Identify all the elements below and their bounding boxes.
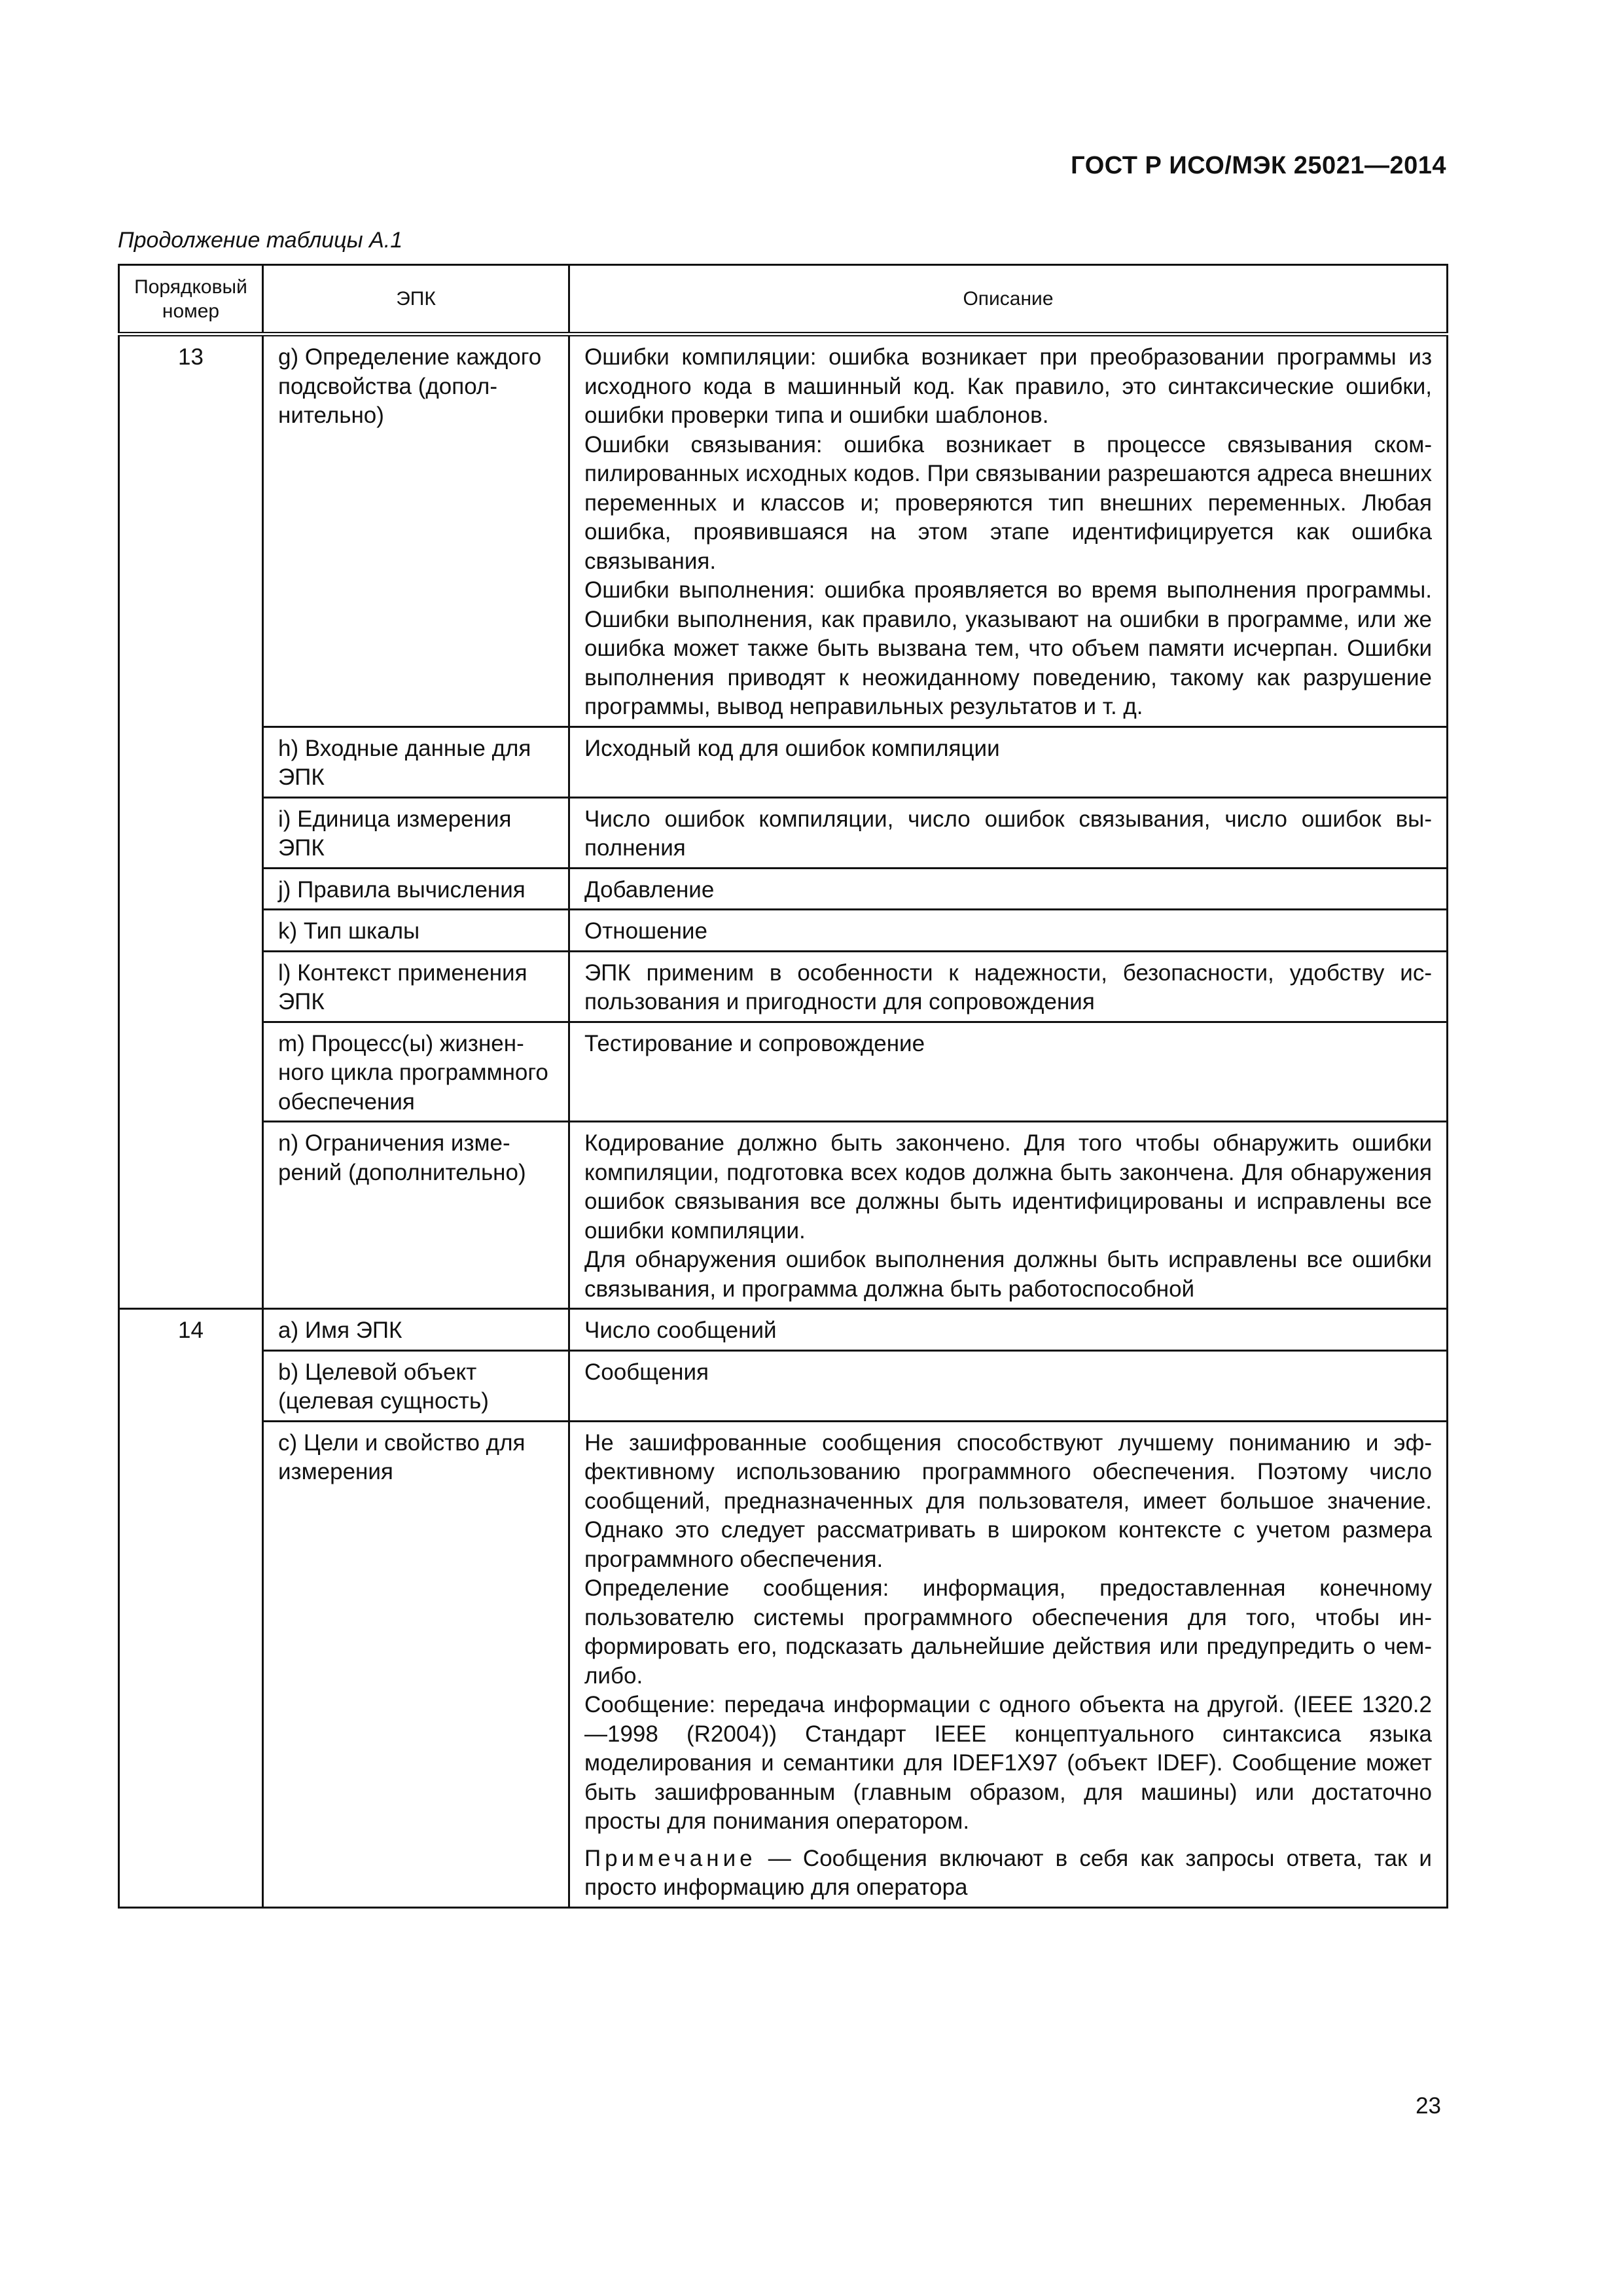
epk-cell: n) Ограничения измерений (дополнительно)	[263, 1122, 569, 1309]
column-header-epk: ЭПК	[263, 265, 569, 334]
description-paragraph: Определение сообщения: информация, предоставленная конечному пользователю системы программного обеспечения для того, чтобы информировать его, подсказать дальнейшие действия или предупредить о чем-либо.	[584, 1575, 1432, 1689]
row-number: 14	[119, 1309, 263, 1908]
table-row	[119, 334, 1448, 727]
description-paragraph: Для обнаружения ошибок выполнения должны быть исправлены все ошибки связывания, и программа должна быть работоспособной	[584, 1247, 1432, 1302]
description-paragraph: Кодирование должно быть закончено. Для того чтобы обнаружить ошибки компиляции, подготовка всех кодов должна быть закончена. Для обнаружения ошибок связывания все должны быть идентифицированы и исправлены все ошибки компиляции.	[584, 1130, 1432, 1244]
description-cell	[569, 1421, 1448, 1907]
description-cell: Тестирование и сопровождение	[569, 1022, 1448, 1122]
description-paragraph: Не зашифрованные сообщения способствуют лучшему пониманию и эффективному использованию программного обеспечения. Поэтому число сообщений, предназначенных для пользователя, имеет большое значение. Однако это следует рассматривать в широком контексте с учетом размера программного обеспечения.	[584, 1429, 1432, 1572]
epk-cell: c) Цели и свойство для измерения	[263, 1421, 569, 1907]
epk-cell: i) Единица измерения ЭПК	[263, 797, 569, 868]
table-row	[119, 868, 1448, 910]
description-cell: Сообщения	[569, 1350, 1448, 1421]
description-paragraph: Ошибки связывания: ошибка возникает в процессе связывания скомпилированных исходных кодов. При связывании разрешаются адреса внешних переменных и классов и; проверяются тип внешних переменных. Любая ошибка, проявившаяся на этом этапе идентифицируется как ошибка связывания.	[584, 431, 1432, 574]
epk-cell: l) Контекст применения ЭПК	[263, 951, 569, 1022]
table-row	[119, 1309, 1448, 1351]
description-cell	[569, 334, 1448, 727]
table-row	[119, 910, 1448, 952]
epk-cell: g) Определение каждого подсвойства (дополнительно)	[263, 334, 569, 727]
table-caption: Продолжение таблицы А.1	[118, 228, 403, 253]
epk-table	[118, 264, 1448, 1909]
table-row	[119, 726, 1448, 797]
row-number: 13	[119, 334, 263, 1309]
description-cell	[569, 1122, 1448, 1309]
table-header-row	[119, 265, 1448, 334]
note-label: Примечание	[584, 1845, 757, 1871]
page-number: 23	[1416, 2093, 1441, 2119]
epk-cell: j) Правила вычисления	[263, 868, 569, 910]
epk-cell: m) Процесс(ы) жизненного цикла программного обеспечения	[263, 1022, 569, 1122]
document-header-title: ГОСТ Р ИСО/МЭК 25021—2014	[1071, 152, 1446, 179]
description-cell: Отношение	[569, 910, 1448, 952]
description-paragraph: Ошибки выполнения: ошибка проявляется во время выполнения программы. Ошибки выполнения, как правило, указывают на ошибки в программе, или же ошибка может также быть вызвана тем, что объем памяти исчерпан. Ошибки выполнения приводят к неожиданному поведению, такому как разрушение программы, вывод неправильных результатов и т. д.	[584, 577, 1432, 719]
table-row	[119, 1350, 1448, 1421]
description-cell: Число сообщений	[569, 1309, 1448, 1351]
table-row	[119, 951, 1448, 1022]
table-row	[119, 1022, 1448, 1122]
epk-cell: k) Тип шкалы	[263, 910, 569, 952]
description-cell: Добавление	[569, 868, 1448, 910]
description-cell: Число ошибок компиляции, число ошибок связывания, число ошибок выполнения	[569, 797, 1448, 868]
epk-cell: h) Входные данные для ЭПК	[263, 726, 569, 797]
table-row	[119, 1421, 1448, 1907]
epk-cell: b) Целевой объект (целевая сущность)	[263, 1350, 569, 1421]
description-paragraph: Сообщение: передача информации с одного объекта на другой. (IEEE 1320.2—1998 (R2004)) Стандарт IEEE концептуального синтаксиса языка моделирования и семантики для IDEF1X97 (объект IDEF). Сообщение может быть зашифрованным (главным образом, для машины) или достаточно просты для понимания оператором.	[584, 1692, 1432, 1834]
table-row	[119, 797, 1448, 868]
column-header-description: Описание	[569, 265, 1448, 334]
note-text: — Сообщения включают в себя как запросы ответа, так и просто информацию для оператора	[584, 1845, 1432, 1900]
description-cell: Исходный код для ошибок компиляции	[569, 726, 1448, 797]
table-row	[119, 1122, 1448, 1309]
description-cell: ЭПК применим в особенности к надежности, безопасности, удобству использования и пригодности для сопровождения	[569, 951, 1448, 1022]
description-paragraph: Ошибки компиляции: ошибка возникает при преобразовании программы из исходного кода в машинный код. Как правило, это синтаксические ошибки, ошибки проверки типа и ошибки шаблонов.	[584, 344, 1432, 428]
column-header-number: Порядковый номер	[119, 265, 263, 334]
epk-cell: a) Имя ЭПК	[263, 1309, 569, 1351]
note-paragraph	[584, 1844, 1432, 1903]
